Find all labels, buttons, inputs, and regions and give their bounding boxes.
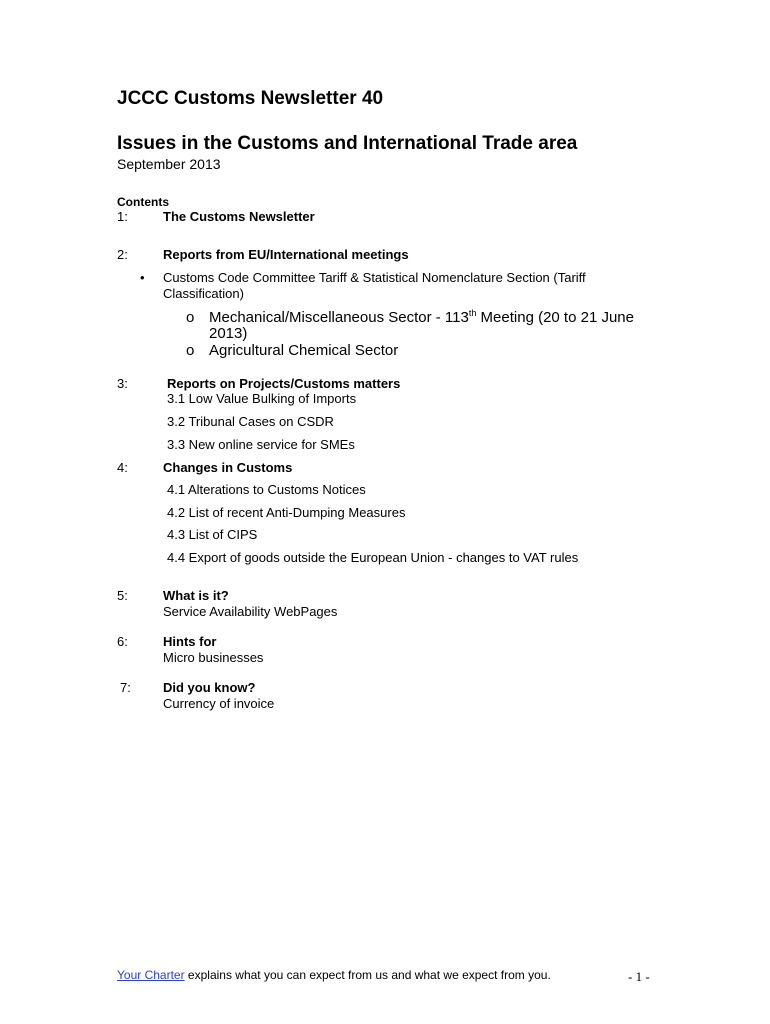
section-number: 5: xyxy=(117,588,128,603)
page-number: - 1 - xyxy=(628,969,650,984)
your-charter-link[interactable]: Your Charter xyxy=(117,968,185,982)
footer-text xyxy=(117,968,551,982)
document-date: September 2013 xyxy=(117,156,221,172)
sub-bullet-text: Agricultural Chemical Sector xyxy=(209,342,399,359)
subsection-item: 3.3 New online service for SMEs xyxy=(167,437,355,452)
section-title: The Customs Newsletter xyxy=(163,209,315,224)
section-subtitle: Currency of invoice xyxy=(163,696,275,711)
bullet-text-continued: Classification) xyxy=(163,286,244,301)
subsection-item: 4.3 List of CIPS xyxy=(167,527,258,542)
section-title: Hints for xyxy=(163,634,217,649)
section-title: Reports from EU/International meetings xyxy=(163,247,409,262)
section-title: Did you know? xyxy=(163,680,256,695)
section-title: Reports on Projects/Customs matters xyxy=(167,376,401,391)
bullet-icon: • xyxy=(140,270,145,285)
section-number: 7: xyxy=(120,680,131,695)
subsection-item: 3.1 Low Value Bulking of Imports xyxy=(167,391,357,406)
subsection-item: 3.2 Tribunal Cases on CSDR xyxy=(167,414,334,429)
section-number: 3: xyxy=(117,376,128,391)
subsection-item: 4.1 Alterations to Customs Notices xyxy=(167,482,366,497)
section-title: Changes in Customs xyxy=(163,460,293,475)
sub-bullet-text: Mechanical/Miscellaneous Sector - 113th Meeting (20 to 21 June xyxy=(209,308,634,326)
section-subtitle: Micro businesses xyxy=(163,650,264,665)
section-title: What is it? xyxy=(163,588,229,603)
contents-label: Contents xyxy=(117,195,169,209)
section-number: 4: xyxy=(117,460,128,475)
section-subtitle: Service Availability WebPages xyxy=(163,604,338,619)
section-number: 6: xyxy=(117,634,128,649)
sub-bullet-marker: o xyxy=(186,309,195,326)
sub-bullet-marker: o xyxy=(186,342,195,359)
subsection-item: 4.4 Export of goods outside the European Union - changes to VAT rules xyxy=(167,550,579,565)
document-subtitle: Issues in the Customs and International Trade area xyxy=(117,133,578,154)
subsection-item: 4.2 List of recent Anti-Dumping Measures xyxy=(167,505,406,520)
section-number: 2: xyxy=(117,247,128,262)
document-title: JCCC Customs Newsletter 40 xyxy=(117,88,384,109)
bullet-text: Customs Code Committee Tariff & Statistical Nomenclature Section (Tariff xyxy=(163,270,586,285)
sub-bullet-text-continued: 2013) xyxy=(209,325,248,342)
section-number: 1: xyxy=(117,209,128,224)
footer-rest-text: explains what you can expect from us and what we expect from you. xyxy=(184,968,551,982)
